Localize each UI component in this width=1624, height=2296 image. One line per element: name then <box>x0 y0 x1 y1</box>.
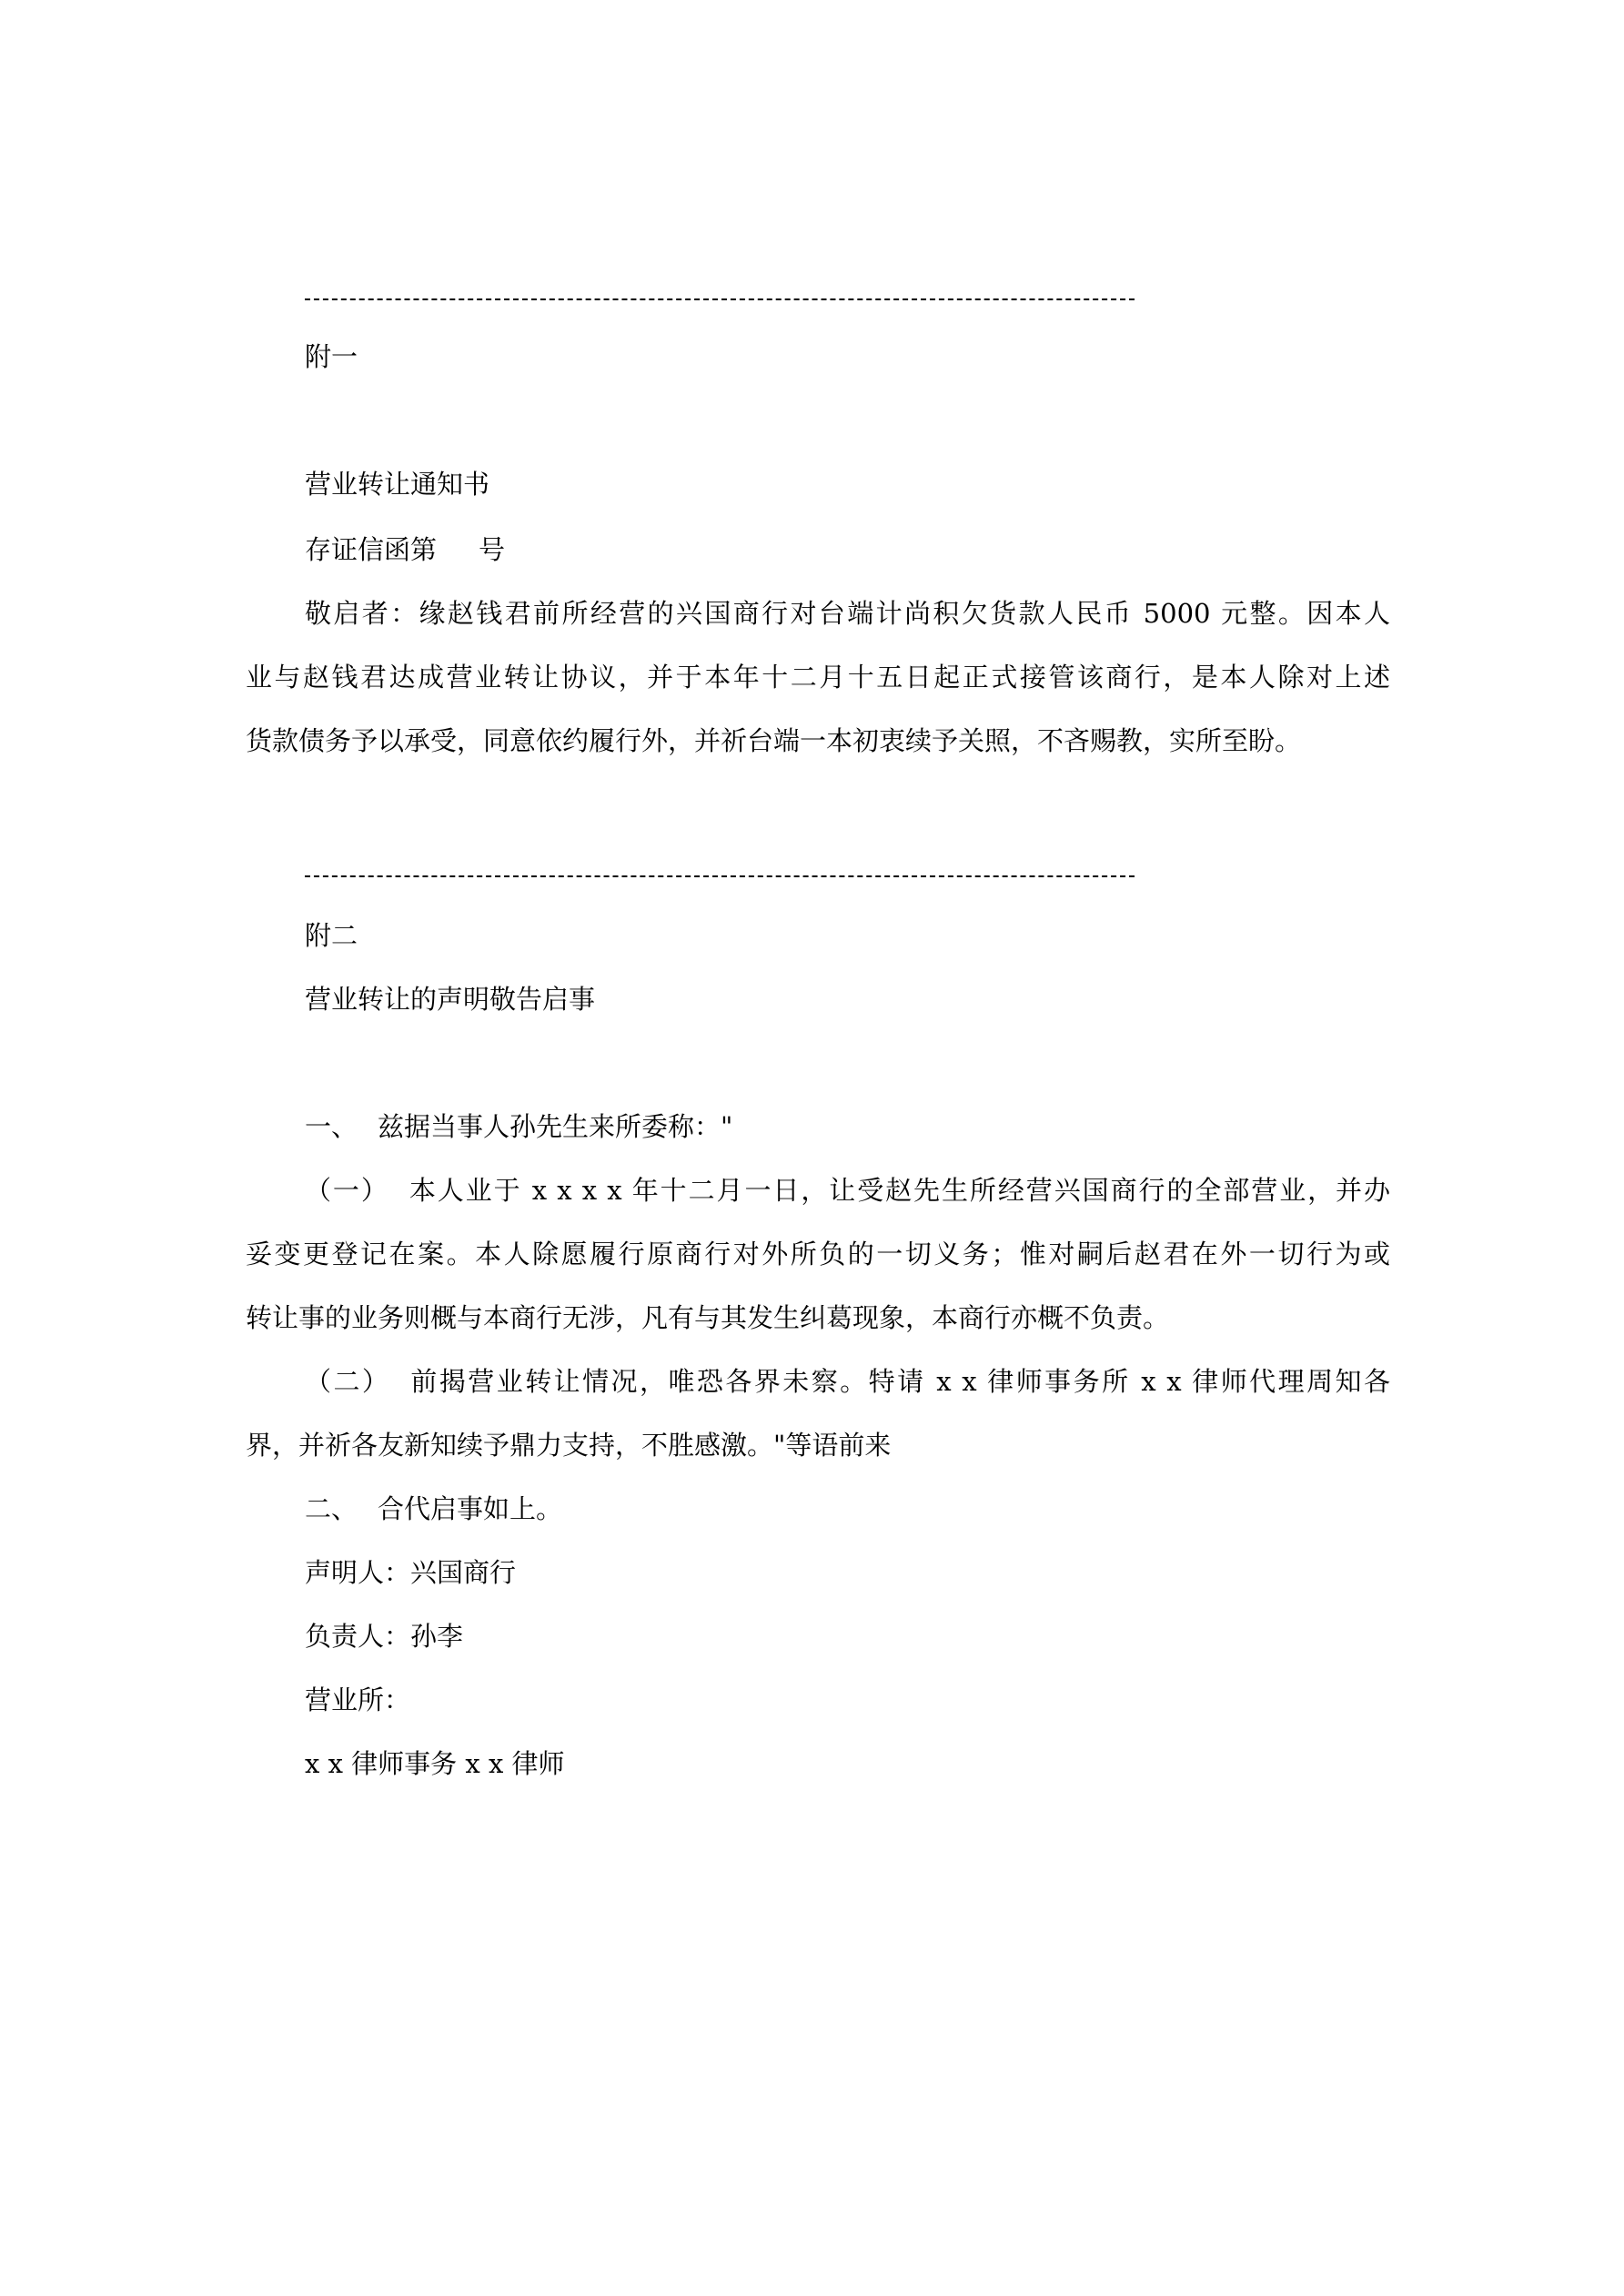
annex1-reference <box>305 531 505 568</box>
annex2-sub1-line <box>305 1172 1390 1209</box>
annex2-sub2-line: 界，并祈各友新知续予鼎力支持，不胜感激。"等语前来 <box>246 1430 892 1461</box>
item1-text: 兹据当事人孙先生来所委称：" <box>378 1111 733 1142</box>
lawyer-signature-line: x x 律师事务 x x 律师 <box>305 1748 565 1779</box>
sub1-label: （一） <box>305 1175 389 1206</box>
annex2-sub1-line: 转让事的业务则概与本商行无涉，凡有与其发生纠葛现象，本商行亦概不负责。 <box>246 1302 1170 1333</box>
annex1-heading: 附一 <box>305 341 358 372</box>
sub2-label: （二） <box>305 1366 391 1397</box>
annex2-item2 <box>305 1491 562 1527</box>
annex2-item1 <box>305 1108 732 1145</box>
annex2-sub1-line: 妥变更登记在案。本人除愿履行原商行对外所负的一切义务；惟对嗣后赵君在外一切行为或 <box>246 1239 1390 1269</box>
annex1-body-line: 敬启者：缘赵钱君前所经营的兴国商行对台端计尚积欠货款人民币 5000 元整。因本人 <box>305 598 1390 629</box>
annex1-title: 营业转让通知书 <box>305 469 490 500</box>
reference-suffix: 号 <box>479 534 506 565</box>
annex1-body-line: 货款债务予以承受，同意依约履行外，并祈台端一本初衷续予关照，不吝赐教，实所至盼。 <box>246 725 1302 756</box>
annex1-body-line: 业与赵钱君达成营业转让协议，并于本年十二月十五日起正式接管该商行，是本人除对上述 <box>246 662 1390 693</box>
item2-label: 二、 <box>305 1493 358 1524</box>
annex2-sub2-line <box>305 1363 1390 1400</box>
item2-text: 合代启事如上。 <box>378 1493 563 1524</box>
business-office-line: 营业所： <box>305 1684 411 1715</box>
item1-label: 一、 <box>305 1111 358 1142</box>
declarant-line: 声明人：兴国商行 <box>305 1557 517 1588</box>
annex2-title: 营业转让的声明敬告启事 <box>305 984 596 1015</box>
annex2-heading: 附二 <box>305 920 358 951</box>
responsible-person-line: 负责人：孙李 <box>305 1621 464 1652</box>
section-divider-middle <box>305 875 1135 877</box>
section-divider-top <box>305 298 1135 300</box>
sub1-text: 本人业于 x x x x 年十二月一日，让受赵先生所经营兴国商行的全部营业，并办 <box>409 1175 1390 1206</box>
sub2-text: 前揭营业转让情况，唯恐各界未察。特请 x x 律师事务所 x x 律师代理周知各 <box>410 1366 1390 1397</box>
reference-label: 存证信函第 <box>305 534 438 565</box>
